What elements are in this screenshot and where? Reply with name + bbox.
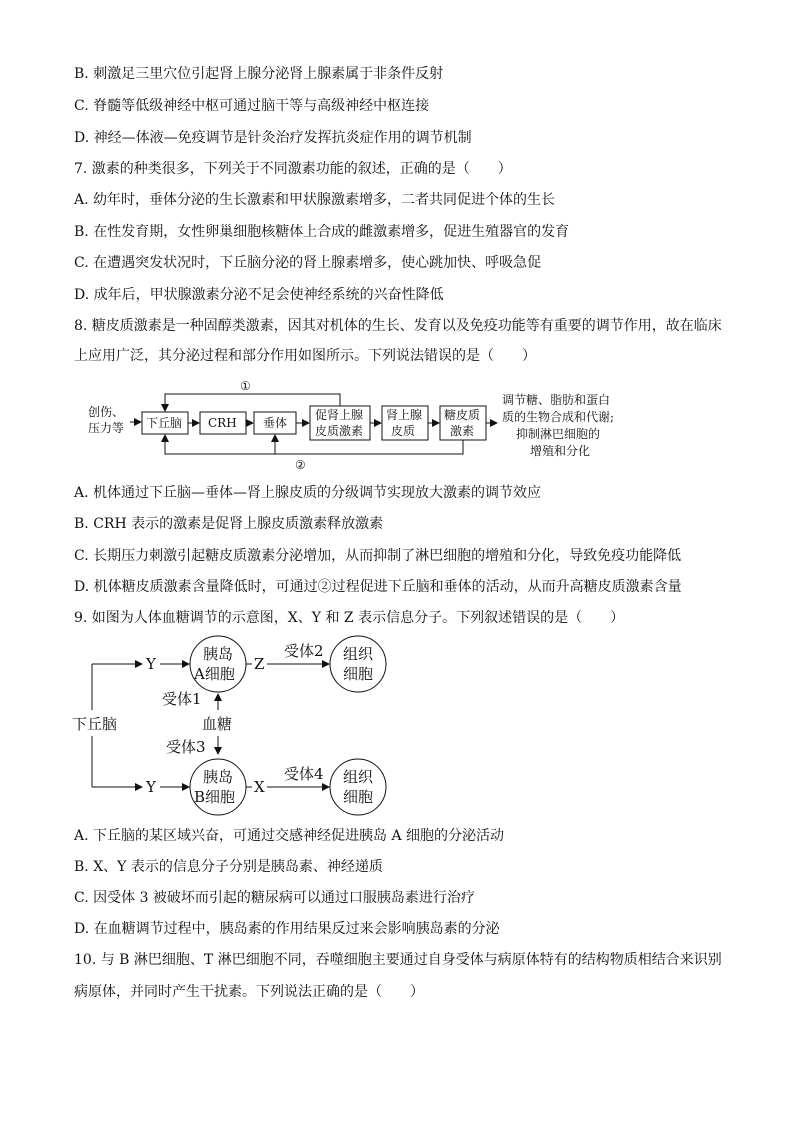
adrenal-cortex-label-2: 皮质: [391, 424, 416, 438]
stimulus-label-1: 创伤、: [88, 405, 125, 419]
hypothalamus-label: 下丘脑: [72, 715, 118, 733]
hypothalamus-label: 下丘脑: [146, 416, 183, 430]
question-10-stem-2: 病原体，并同时产生干扰素。下列说法正确的是（ ）: [74, 984, 424, 1000]
effect-label-3: 抑制淋巴细胞的: [516, 427, 601, 441]
question-9-stem: 9. 如图为人体血糖调节的示意图，X、Y 和 Z 表示信息分子。下列叙述错误的是（ ）: [74, 610, 625, 626]
tissue-lower-label-1: 组织: [343, 768, 374, 786]
glucocorticoid-diagram: [80, 374, 650, 474]
question-8-stem-1: 8. 糖皮质激素是一种固醇类激素，因其对机体的生长、发育以及免疫功能等有重要的调节作用，故在临床: [74, 318, 722, 334]
option-8a: A. 机体通过下丘脑—垂体—肾上腺皮质的分级调节实现放大激素的调节效应: [74, 485, 542, 501]
tissue-upper-label-1: 组织: [343, 645, 374, 663]
acth-label-2: 皮质激素: [315, 424, 364, 438]
pituitary-label: 垂体: [263, 416, 288, 430]
stimulus-label-2: 压力等: [88, 421, 125, 435]
option-6d: D. 神经—体液—免疫调节是针灸治疗发挥抗炎症作用的调节机制: [74, 130, 472, 146]
effect-label-2: 质的生物合成和代谢;: [502, 410, 615, 424]
signal-x: X: [254, 778, 265, 796]
question-10-stem-1: 10. 与 B 淋巴细胞、T 淋巴细胞不同，吞噬细胞主要通过自身受体与病原体特有的结构物质相结合来识别: [74, 952, 722, 968]
effect-label-1: 调节糖、脂肪和蛋白: [502, 393, 611, 407]
option-9d: D. 在血糖调节过程中，胰岛素的作用结果反过来会影响胰岛素的分泌: [74, 921, 500, 937]
signal-y-lower: Y: [146, 778, 156, 796]
question-8-stem-2: 上应用广泛，其分泌过程和部分作用如图所示。下列说法错误的是（ ）: [74, 348, 536, 364]
effect-label-4: 增殖和分化: [530, 444, 591, 458]
option-7c: C. 在遭遇突发状况时，下丘脑分泌的肾上腺素增多，使心跳加快、呼吸急促: [74, 255, 542, 271]
glucocorticoid-label-2: 激素: [450, 424, 475, 438]
option-9b: B. X、Y 表示的信息分子分别是胰岛素、神经递质: [74, 859, 383, 875]
option-8b: B. CRH 表示的激素是促肾上腺皮质激素释放激素: [74, 516, 384, 532]
feedback-loop-1: [165, 394, 340, 411]
signal-z: Z: [254, 655, 265, 673]
adrenal-cortex-label-1: 肾上腺: [386, 408, 423, 422]
loop-1-label: ①: [240, 379, 251, 393]
receptor-2-label: 受体2: [284, 642, 324, 660]
option-9c: C. 因受体 3 被破坏而引起的糖尿病可以通过口服胰岛素进行治疗: [74, 890, 475, 906]
option-8d: D. 机体糖皮质激素含量降低时，可通过②过程促进下丘脑和垂体的活动，从而升高糖皮质激素含量: [74, 579, 682, 595]
option-8c: C. 长期压力刺激引起糖皮质激素分泌增加，从而抑制了淋巴细胞的增殖和分化，导致免疫功能降低: [74, 548, 682, 564]
signal-y-upper: Y: [146, 655, 156, 673]
option-7a: A. 幼年时，垂体分泌的生长激素和甲状腺激素增多，二者共同促进个体的生长: [74, 192, 556, 208]
feedback-loop-2: [165, 435, 463, 454]
loop-2-label: ②: [295, 458, 306, 472]
blood-glucose-diagram: [70, 632, 410, 818]
option-7b: B. 在性发育期，女性卵巢细胞核糖体上合成的雌激素增多，促进生殖器官的发育: [74, 224, 570, 240]
option-9a: A. 下丘脑的某区域兴奋，可通过交感神经促进胰岛 A 细胞的分泌活动: [74, 828, 505, 844]
blood-glucose-label: 血糖: [202, 715, 233, 733]
islet-a-label-1: 胰岛: [203, 645, 234, 663]
tissue-upper-label-2: 细胞: [343, 665, 374, 683]
receptor-1-label: 受体1: [162, 690, 202, 708]
crh-label: CRH: [208, 416, 237, 430]
option-6c: C. 脊髓等低级神经中枢可通过脑干等与高级神经中枢连接: [74, 98, 430, 114]
option-7d: D. 成年后，甲状腺激素分泌不足会使神经系统的兴奋性降低: [74, 287, 444, 303]
glucocorticoid-label-1: 糖皮质: [444, 408, 481, 422]
acth-label-1: 促肾上腺: [315, 408, 364, 422]
islet-b-label-2: B细胞: [194, 788, 236, 806]
tissue-lower-label-2: 细胞: [343, 788, 374, 806]
option-6b: B. 刺激足三里穴位引起肾上腺分泌肾上腺素属于非条件反射: [74, 66, 444, 82]
receptor-4-label: 受体4: [284, 765, 324, 783]
receptor-3-label: 受体3: [166, 738, 206, 756]
question-7-stem: 7. 激素的种类很多，下列关于不同激素功能的叙述，正确的是（ ）: [74, 161, 512, 177]
islet-b-label-1: 胰岛: [203, 768, 234, 786]
islet-a-label-2: A细胞: [194, 665, 235, 683]
